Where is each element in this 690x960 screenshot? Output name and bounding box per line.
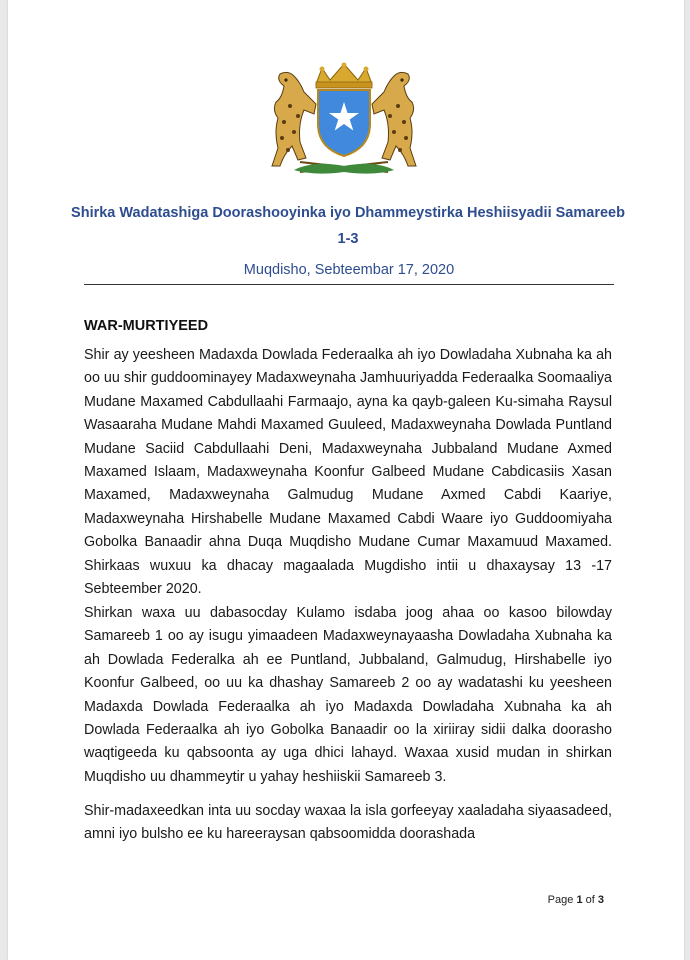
section-heading: WAR-MURTIYEED xyxy=(84,318,209,334)
shield-icon xyxy=(318,90,370,156)
page-number xyxy=(548,894,604,906)
right-leopard-icon xyxy=(372,72,416,166)
paragraph-1: Shir ay yeesheen Madaxda Dowlada Federaalka ah iyo Dowladaha Xubnaha ka ah oo uu shir guddoominayey Madaxweynaha Jamhuuriyadda Federaalka Soomaaliya Mudane Maxamed Cabdullaahi Farmaajo, ayna ka qayb-galeen Ku-simaha Raysul Wasaaraha Mudane Mahdi Maxamed Guuleed, Madaxweynaha Dowlada Puntland Mudane Saciid Cabdullaahi Deni, Madaxweynaha Jubbaland Mudane Axmed Maxamed Islaam, Madaxweynaha Koonfur Galbeed Mudane Cabdicasiis Xasan Maxamed, Madaxweynaha Galmudug Mudane Axmed Cabdi Kaariye, Madaxweynaha Hirshabelle Mudane Maxamed Cabdi Waare iyo Guddoomiyaha Gobolka Banaadir ahna Duqa Muqdisho Mudane Cumar Maxamuud Maxamed. Shirkaas wuxuu ka dhacay magaalada Mugdisho intii u dhaxaysay 13 -17 Sebteember 2020. xyxy=(84,347,612,598)
dateline: Muqdisho, Sebteembar 17, 2020 xyxy=(84,262,614,285)
paragraph-3: Shir-madaxeedkan inta uu socday waxaa la isla gorfeeyay xaaladaha siyaasadeed, amni iyo bulsho ee ku hareeraysan qabsoomidda doorashada xyxy=(84,803,612,843)
page-current: 1 xyxy=(576,894,583,906)
left-leopard-icon xyxy=(272,72,316,166)
paragraph-2: Shirkan waxa uu dabasocday Kulamo isdaba joog ahaa oo kasoo bilowday Samareeb 1 oo ay isugu yimaadeen Madaxweynayaasha Dowladaha Xubnaha ka ah Dowlada Federalka ah ee Puntland, Jubbaland, Galmudug, Hirshabelle iyo Koonfur Galbeed, oo uu ka dhashay Samareeb 2 oo ay wadatashi ku yeesheen Madaxda Dowlada Federaalka ah iyo Madaxda Dowladaha Xubnaha ka ah Dowlada Federaalka ah iyo Gobolka Banaadir oo la xiriiray sidii dalka doorasho waqtigeeda ku qabsoonta ay uga dhici lahayd. Waxaa xusid mudan in shirkan Muqdisho uu dhammeytir u yahay heshiiskii Samareeb 3. xyxy=(84,605,612,785)
document-page xyxy=(8,0,684,960)
document-title: Shirka Wadatashiga Doorashooyinka iyo Dhammeystirka Heshiisyadii Samareeb 1-3 xyxy=(71,205,625,247)
page-of: of xyxy=(585,894,595,906)
palm-leaves-icon xyxy=(294,164,394,174)
page-word: Page xyxy=(547,894,574,906)
somalia-coat-of-arms-emblem xyxy=(254,62,434,182)
crown-icon xyxy=(316,63,372,89)
page-total: 3 xyxy=(597,894,604,906)
